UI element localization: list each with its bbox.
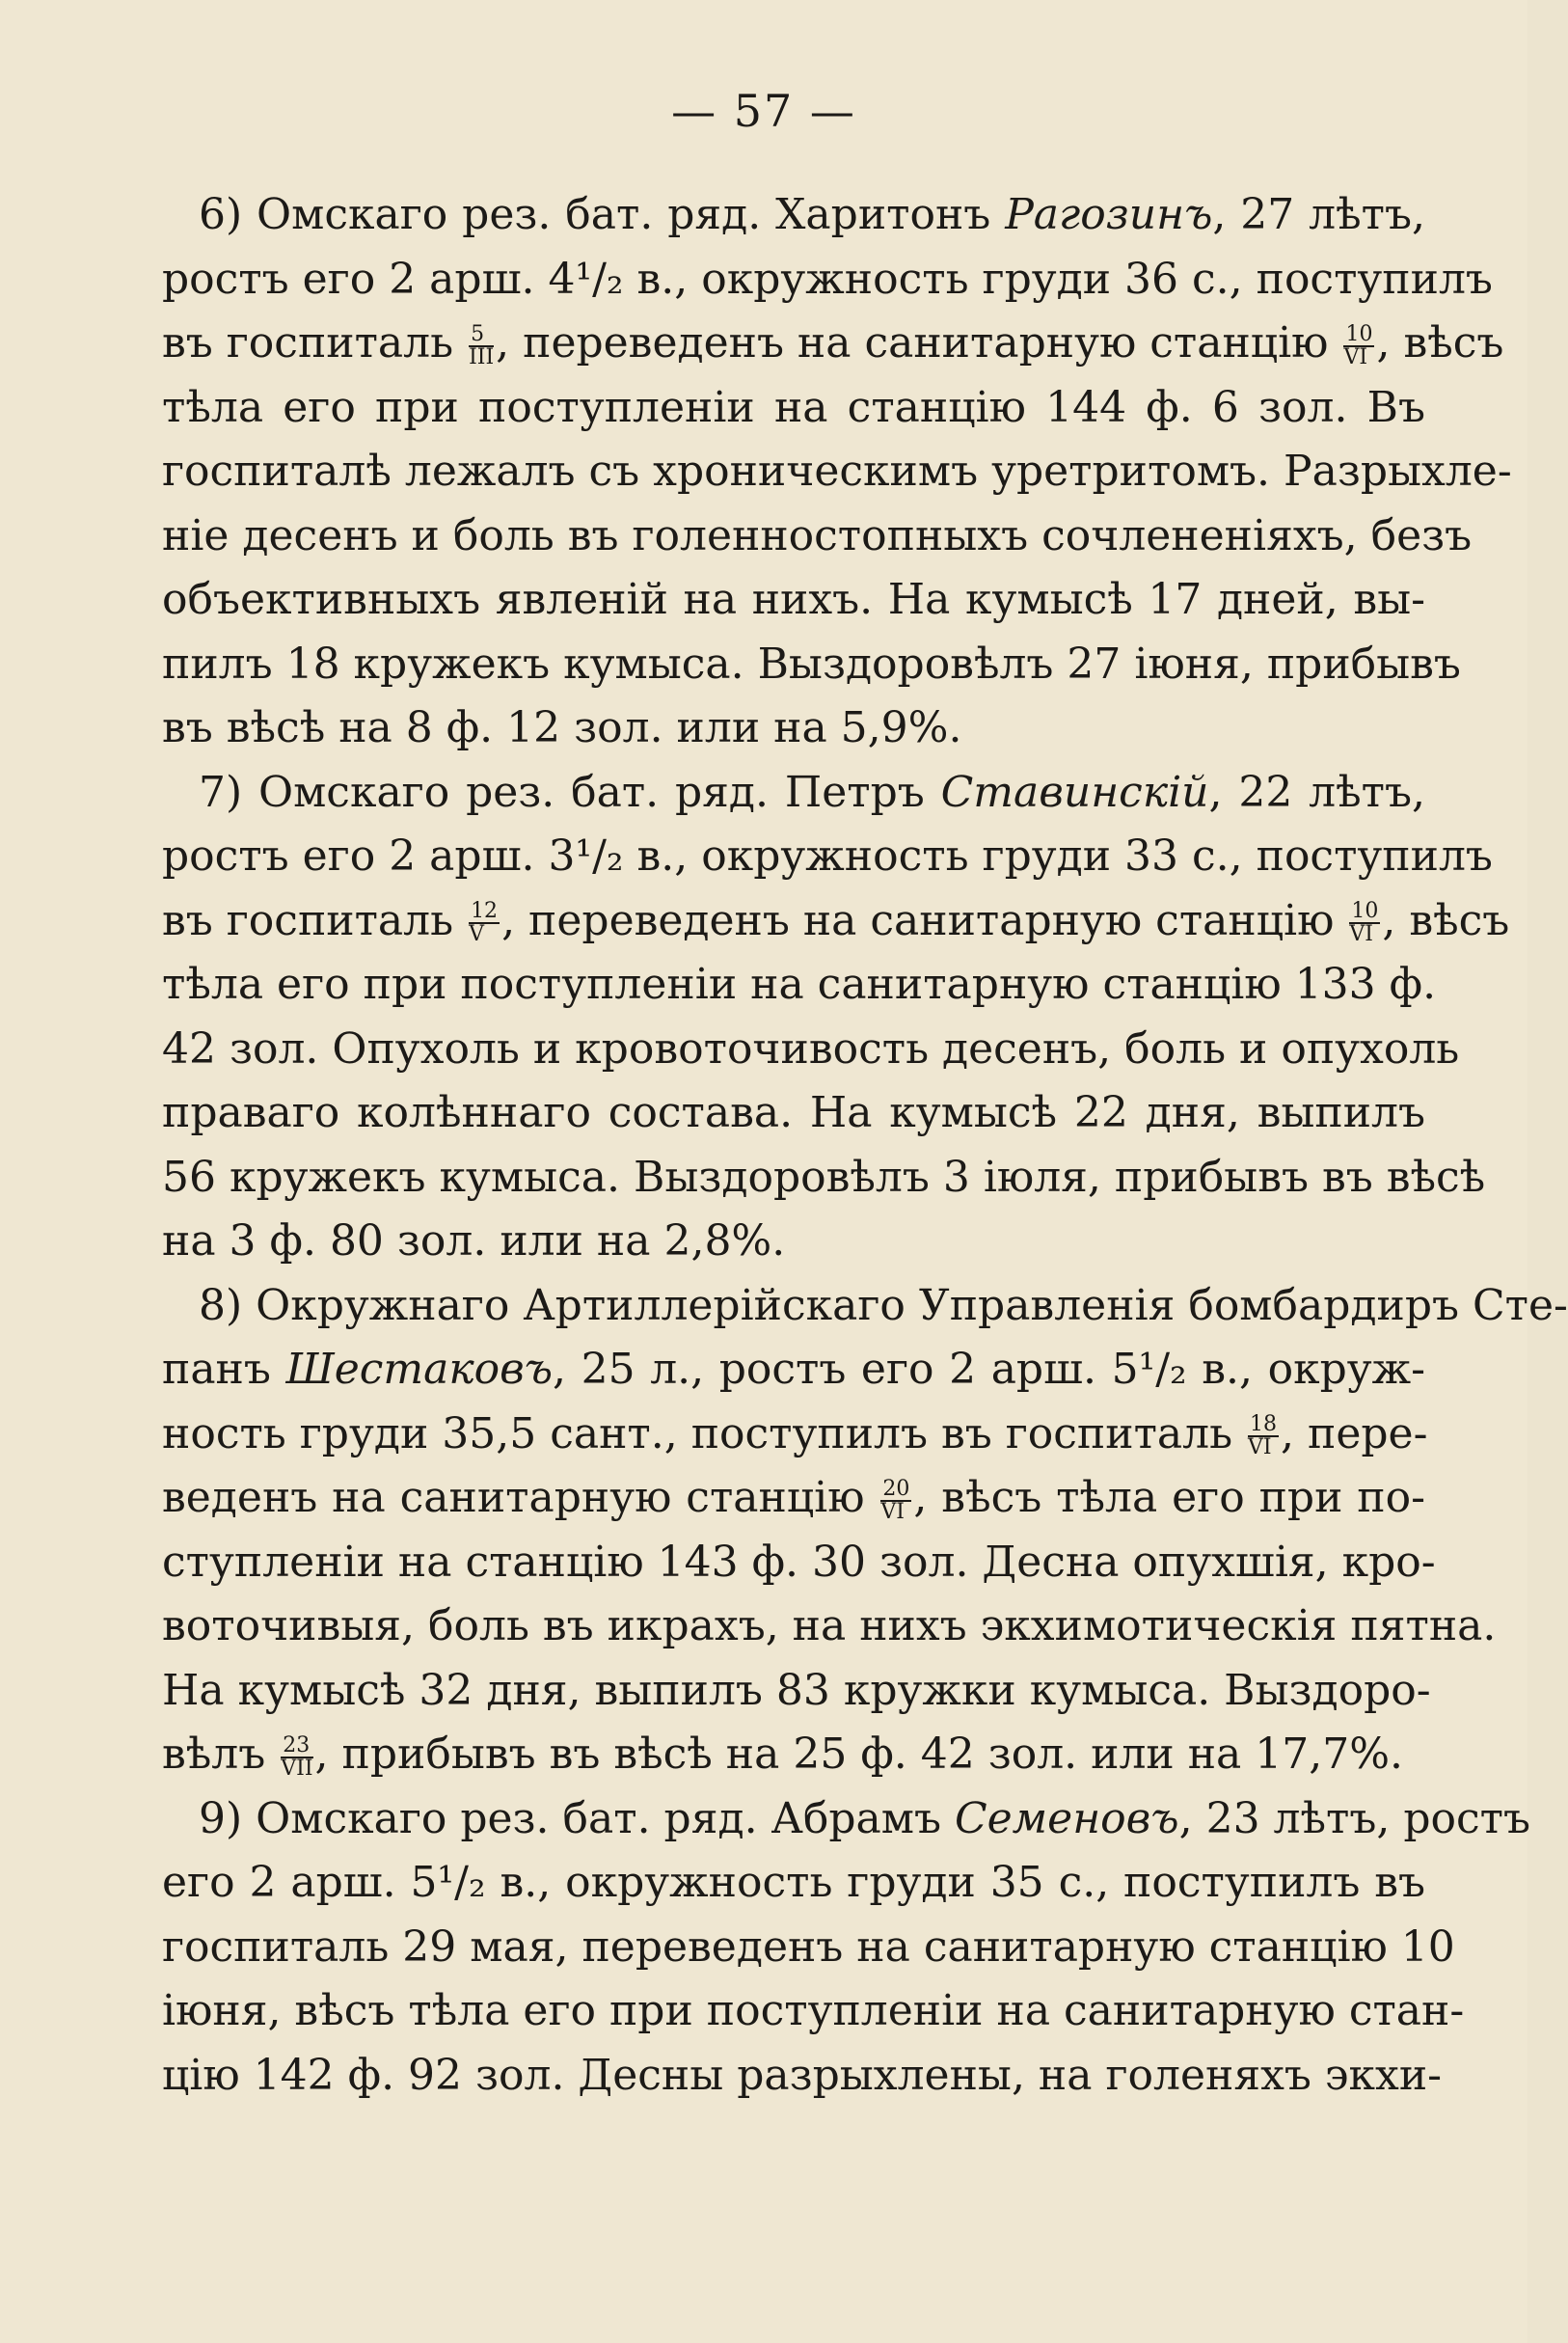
text-run: пилъ 18 кружекъ кумыса. Выздоровѣлъ 27 іюня, прибывъ (162, 639, 1461, 689)
text-line (162, 1851, 1425, 1916)
text-line (162, 504, 1473, 569)
fraction-month: V (469, 922, 484, 946)
fraction-day: 5 (469, 324, 494, 347)
text-line (162, 953, 1437, 1018)
date-fraction (469, 321, 495, 369)
text-run: , 23 лѣтъ, ростъ (1178, 1793, 1530, 1843)
text-run: на 3 ф. 80 зол. или на 2,8%. (162, 1216, 786, 1266)
text-line (162, 1338, 1425, 1403)
text-line (162, 825, 1493, 889)
text-line (162, 183, 1425, 248)
fraction-month: III (469, 344, 495, 369)
text-line (162, 312, 1504, 376)
fraction-month: VI (1343, 344, 1368, 369)
text-run: іюня, вѣсъ тѣла его при поступленіи на санитарную стан- (162, 1986, 1465, 2035)
date-fraction (281, 1732, 313, 1781)
text-run: госпиталь 29 мая, переведенъ на санитарную станцію 10 (162, 1921, 1455, 1972)
text-run: ростъ его 2 арш. 4¹/₂ в., окружность груди 36 с., поступилъ (162, 254, 1493, 304)
text-run: ростъ его 2 арш. 3¹/₂ в., окружность груди 33 с., поступилъ (162, 831, 1493, 881)
text-run: ность груди 35,5 сант., поступилъ въ госпиталь (162, 1408, 1247, 1458)
text-line (162, 1979, 1465, 2044)
text-run: 56 кружекъ кумыса. Выздоровѣлъ 3 іюля, прибывъ въ вѣсѣ (162, 1152, 1486, 1202)
text-run: , прибывъ въ вѣсѣ на 25 ф. 42 зол. или на 17,7%. (314, 1730, 1404, 1779)
text-line (162, 696, 1425, 761)
paragraph (162, 1274, 1568, 1787)
fraction-month: VI (880, 1499, 905, 1524)
fraction-day: 12 (471, 899, 499, 923)
text-run: , 25 л., ростъ его 2 арш. 5¹/₂ в., окруж- (553, 1345, 1425, 1394)
text-line (162, 248, 1493, 313)
person-surname: Шестаковъ (285, 1345, 554, 1394)
text-run: На кумысѣ 32 дня, выпилъ 83 кружки кумыса. Выздоро- (162, 1665, 1431, 1715)
person-surname: Семеновъ (954, 1793, 1179, 1843)
text-line (162, 1916, 1455, 1980)
text-run: цію 142 ф. 92 зол. Десны разрыхлены, на голеняхъ экхи- (162, 2050, 1443, 2100)
text-run: , вѣсъ (1382, 895, 1510, 945)
text-line (162, 889, 1510, 954)
text-run: объективныхъ явленій на нихъ. На кумысѣ 17 дней, вы- (162, 575, 1425, 624)
fraction-day: 10 (1345, 321, 1373, 346)
text-line (162, 376, 1425, 441)
text-line (162, 1274, 1568, 1339)
text-line (162, 2044, 1443, 2109)
person-surname: Рагозинъ (1005, 190, 1213, 239)
fraction-month: VI (1349, 922, 1373, 946)
text-line (162, 1531, 1436, 1595)
date-fraction (1343, 321, 1374, 369)
text-run: воточивыя, боль въ икрахъ, на нихъ экхимотическія пятна. (162, 1601, 1497, 1650)
text-run: 7) Омскаго рез. бат. ряд. Петръ (199, 767, 941, 817)
text-run: вѣлъ (162, 1730, 280, 1779)
paragraph (162, 761, 1510, 1274)
date-fraction (1349, 901, 1380, 945)
fraction-day: 23 (281, 1735, 312, 1758)
text-run: въ вѣсѣ на 8 ф. 12 зол. или на 5,9%. (162, 703, 962, 752)
text-run: 9) Омскаго рез. бат. ряд. Абрамъ (199, 1793, 955, 1843)
text-line (162, 761, 1425, 826)
text-run: , вѣсъ тѣла его при по- (913, 1473, 1425, 1522)
text-run: , пере- (1281, 1408, 1428, 1458)
paragraph (162, 183, 1512, 761)
text-line (162, 440, 1512, 504)
text-run: его 2 арш. 5¹/₂ в., окружность груди 35 с., поступилъ въ (162, 1858, 1425, 1907)
fraction-day: 18 (1250, 1412, 1278, 1436)
text-line (162, 1018, 1460, 1082)
date-fraction (469, 901, 500, 945)
text-run: ніе десенъ и боль въ голенностопныхъ сочлененіяхъ, безъ (162, 510, 1473, 560)
date-fraction (880, 1476, 911, 1524)
text-run: госпиталѣ лежалъ съ хроническимъ уретритомъ. Разрыхле- (162, 447, 1512, 496)
text-run: 8) Окружнаго Артиллерійскаго Управленія бомбардиръ Сте- (199, 1280, 1568, 1330)
text-run: , вѣсъ (1376, 318, 1504, 368)
text-line (162, 1081, 1425, 1146)
text-run: , переведенъ на санитарную станцію (496, 318, 1342, 368)
text-run: 6) Омскаго рез. бат. ряд. Харитонъ (199, 190, 1006, 239)
text-run: въ госпиталь (162, 895, 468, 945)
text-run: ступленіи на станцію 143 ф. 30 зол. Десна опухшія, кро- (162, 1537, 1436, 1587)
text-line (162, 568, 1425, 633)
fraction-month: VII (281, 1756, 313, 1781)
fraction-day: 10 (1351, 899, 1379, 923)
text-line (162, 1723, 1425, 1787)
text-line (162, 1403, 1428, 1467)
paragraph (162, 1787, 1530, 2109)
text-line (162, 1594, 1497, 1659)
text-line (162, 1146, 1486, 1211)
text-run: праваго колѣннаго состава. На кумысѣ 22 дня, выпилъ (162, 1088, 1425, 1137)
text-line (162, 1210, 1425, 1274)
body-text (162, 183, 1568, 2108)
date-fraction (1248, 1414, 1279, 1458)
text-run: 42 зол. Опухоль и кровоточивость десенъ, боль и опухоль (162, 1023, 1460, 1074)
text-run: , 22 лѣтъ, (1208, 767, 1425, 817)
text-line (162, 1659, 1431, 1724)
fraction-day: 20 (882, 1476, 910, 1501)
text-run: , 27 лѣтъ, (1212, 190, 1425, 239)
text-run: панъ (162, 1345, 286, 1394)
text-line (162, 1466, 1425, 1531)
page-number: — 57 — (671, 85, 856, 137)
person-surname: Ставинскій (940, 767, 1209, 817)
text-line (162, 633, 1461, 697)
text-line (162, 1787, 1530, 1852)
fraction-month: VI (1248, 1435, 1272, 1459)
text-run: тѣла его при поступленіи на санитарную станцію 133 ф. (162, 960, 1437, 1009)
text-run: , переведенъ на санитарную станцію (501, 895, 1348, 945)
text-run: въ госпиталь (162, 318, 468, 368)
text-run: веденъ на санитарную станцію (162, 1473, 879, 1522)
text-run: тѣла его при поступленіи на станцію 144 ф. 6 зол. Въ (162, 382, 1425, 432)
